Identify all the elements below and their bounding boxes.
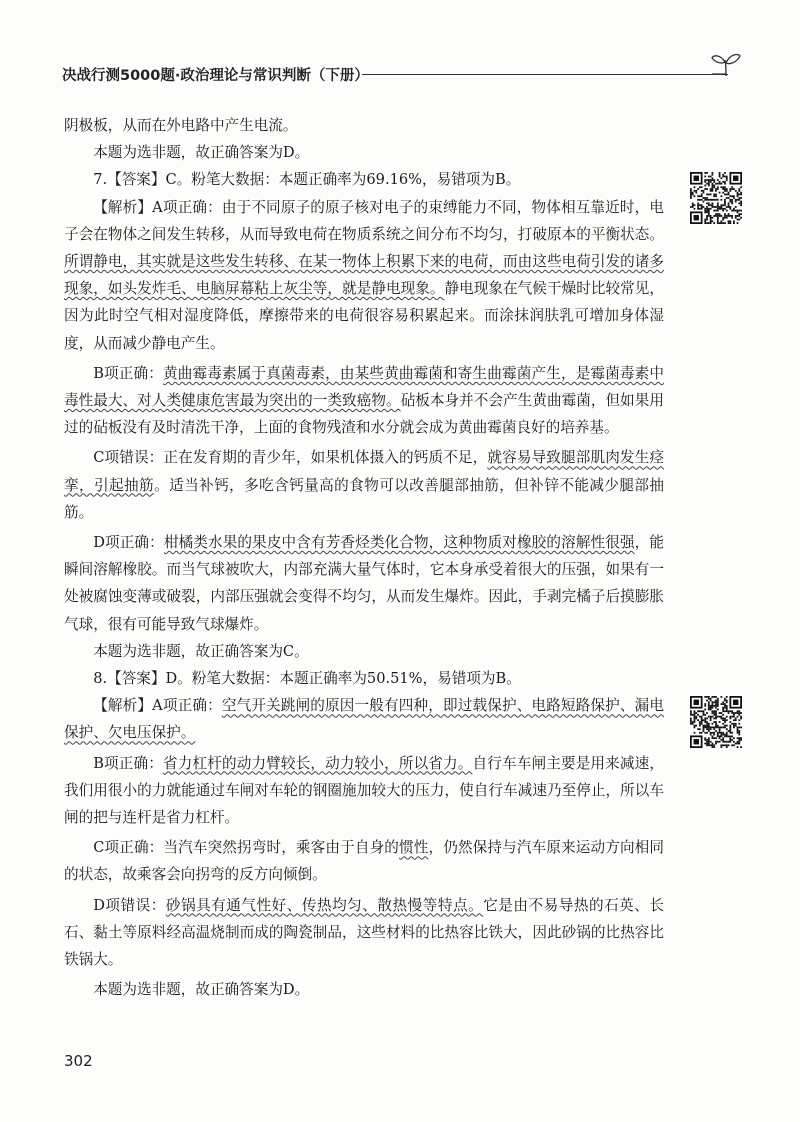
underlined-text: 就容易导致腿部肌肉发生痉挛，引起抽筋 [64, 449, 664, 494]
body-paragraph [64, 692, 664, 746]
body-paragraph [64, 194, 664, 357]
body-paragraph [64, 638, 664, 665]
paragraph-text: 本题为选非题，故正确答案为D。 [93, 981, 310, 999]
underlined-text: 空气开关跳闸的原因一般有四种，即过载保护、电路短路保护、漏电保护、欠电压保护。 [64, 697, 664, 742]
page-body [64, 112, 664, 1004]
paragraph-text: ，仍然保持与汽车原来运动方向相同的状态，故乘客会向拐弯的反方向倾倒。 [64, 839, 664, 884]
book-title: 决战行测5000题·政治理论与常识判断（下册） [62, 68, 369, 84]
paragraph-text: B项正确： [93, 364, 164, 382]
header-rule [362, 74, 728, 75]
page-number: 302 [64, 1052, 93, 1070]
body-paragraph [64, 139, 664, 166]
paragraph-text: C项正确：当汽车突然拐弯时，乘客由于自身的 [93, 839, 400, 857]
paragraph-text: 阴极板，从而在外电路中产生电流。 [64, 117, 298, 134]
underlined-text: 柑橘类水果的果皮中含有芳香烃类化合物，这种物质对橡胶的溶解性很强 [163, 534, 635, 552]
underlined-text: 黄曲霉毒素属于真菌毒素，由某些黄曲霉菌和寄生曲霉菌产生，是霉菌毒素中毒性最大、对人类健康危害最为突出的一类致癌物。 [64, 364, 664, 410]
paragraph-text: 【解析】A项正确： [93, 697, 222, 715]
paragraph-text: 静电现象在气候干燥时比较常见，因为此时空气相对湿度降低，摩擦带来的电荷很容易积累起来。而涂抹润肤乳可增加身体湿度，从而减少静电产生。 [64, 280, 664, 352]
paragraph-text: ，能瞬间溶解橡胶。而当气球被吹大，内部充满大量气体时，它本身承受着很大的压强，如果有一处被腐蚀变薄或破裂，内部压强就会变得不均匀，从而发生爆炸。因此，手剥完橘子后摸膨胀气球，很有可能导致气球爆炸。 [64, 534, 664, 633]
body-paragraph [64, 166, 664, 193]
body-paragraph [64, 112, 664, 139]
paragraph-text: D项错误： [93, 896, 166, 914]
paragraph-text: D项正确： [93, 534, 164, 552]
body-paragraph [64, 360, 664, 442]
qr-code-icon[interactable] [690, 696, 742, 748]
underlined-text: 省力杠杆的动力臂较长，动力较小，所以省力。 [163, 754, 473, 772]
body-paragraph [64, 976, 664, 1003]
body-paragraph [64, 750, 664, 832]
qr-code-icon[interactable] [690, 172, 742, 224]
paragraph-text: B项正确： [93, 754, 164, 772]
body-paragraph [64, 892, 664, 974]
paragraph-text: 【解析】A项正确：由于不同原子的原子核对电子的束缚能力不同，物体相互靠近时，电子会在物体之间发生转移，从而导致电荷在物质系统之间分布不均匀，打破原本的平衡状态。 [64, 198, 664, 243]
body-paragraph [64, 665, 664, 692]
paragraph-text: 砧板本身并不会产生黄曲霉菌，但如果用过的砧板没有及时清洗干净，上面的食物残渣和水分就会成为黄曲霉菌良好的培养基。 [64, 392, 664, 437]
paragraph-text: 本题为选非题，故正确答案为D。 [93, 144, 310, 162]
body-paragraph [64, 444, 664, 526]
paragraph-text: 7.【答案】C。粉笔大数据：本题正确率为69.16%，易错项为B。 [93, 171, 521, 189]
paragraph-text: C项错误：正在发育期的青少年，如果机体摄入的钙质不足， [93, 449, 488, 467]
paragraph-text: 自行车车闸主要是用来减速，我们用很小的力就能通过车闸对车轮的钢圈施加较大的压力，使自行车减速乃至停止，所以车闸的把与连杆是省力杠杆。 [64, 754, 664, 827]
sprout-icon [710, 50, 742, 78]
paragraph-text: 本题为选非题，故正确答案为C。 [93, 642, 309, 660]
underlined-text: 砂锅具有通气性好、传热均匀、散热慢等特点。 [165, 896, 484, 914]
paragraph-text: 8.【答案】D。粉笔大数据：本题正确率为50.51%，易错项为B。 [93, 670, 521, 688]
paragraph-text: 它是由不易导热的石英、长石、黏土等原料经高温烧制而成的陶瓷制品，这些材料的比热容比铁大，因此砂锅的比热容比铁锅大。 [64, 896, 664, 969]
body-paragraph [64, 529, 664, 638]
paragraph-text: 。适当补钙，多吃含钙量高的食物可以改善腿部抽筋，但补锌不能减少腿部抽筋。 [64, 476, 664, 521]
running-header [62, 60, 742, 90]
body-paragraph [64, 834, 664, 888]
underlined-text: 惯性 [399, 839, 429, 857]
underlined-text: 所谓静电，其实就是这些发生转移、在某一物体上积累下来的电荷，而由这些电荷引发的诸多现象，如头发炸毛、电脑屏幕粘上灰尘等，就是静电现象。 [64, 253, 664, 298]
